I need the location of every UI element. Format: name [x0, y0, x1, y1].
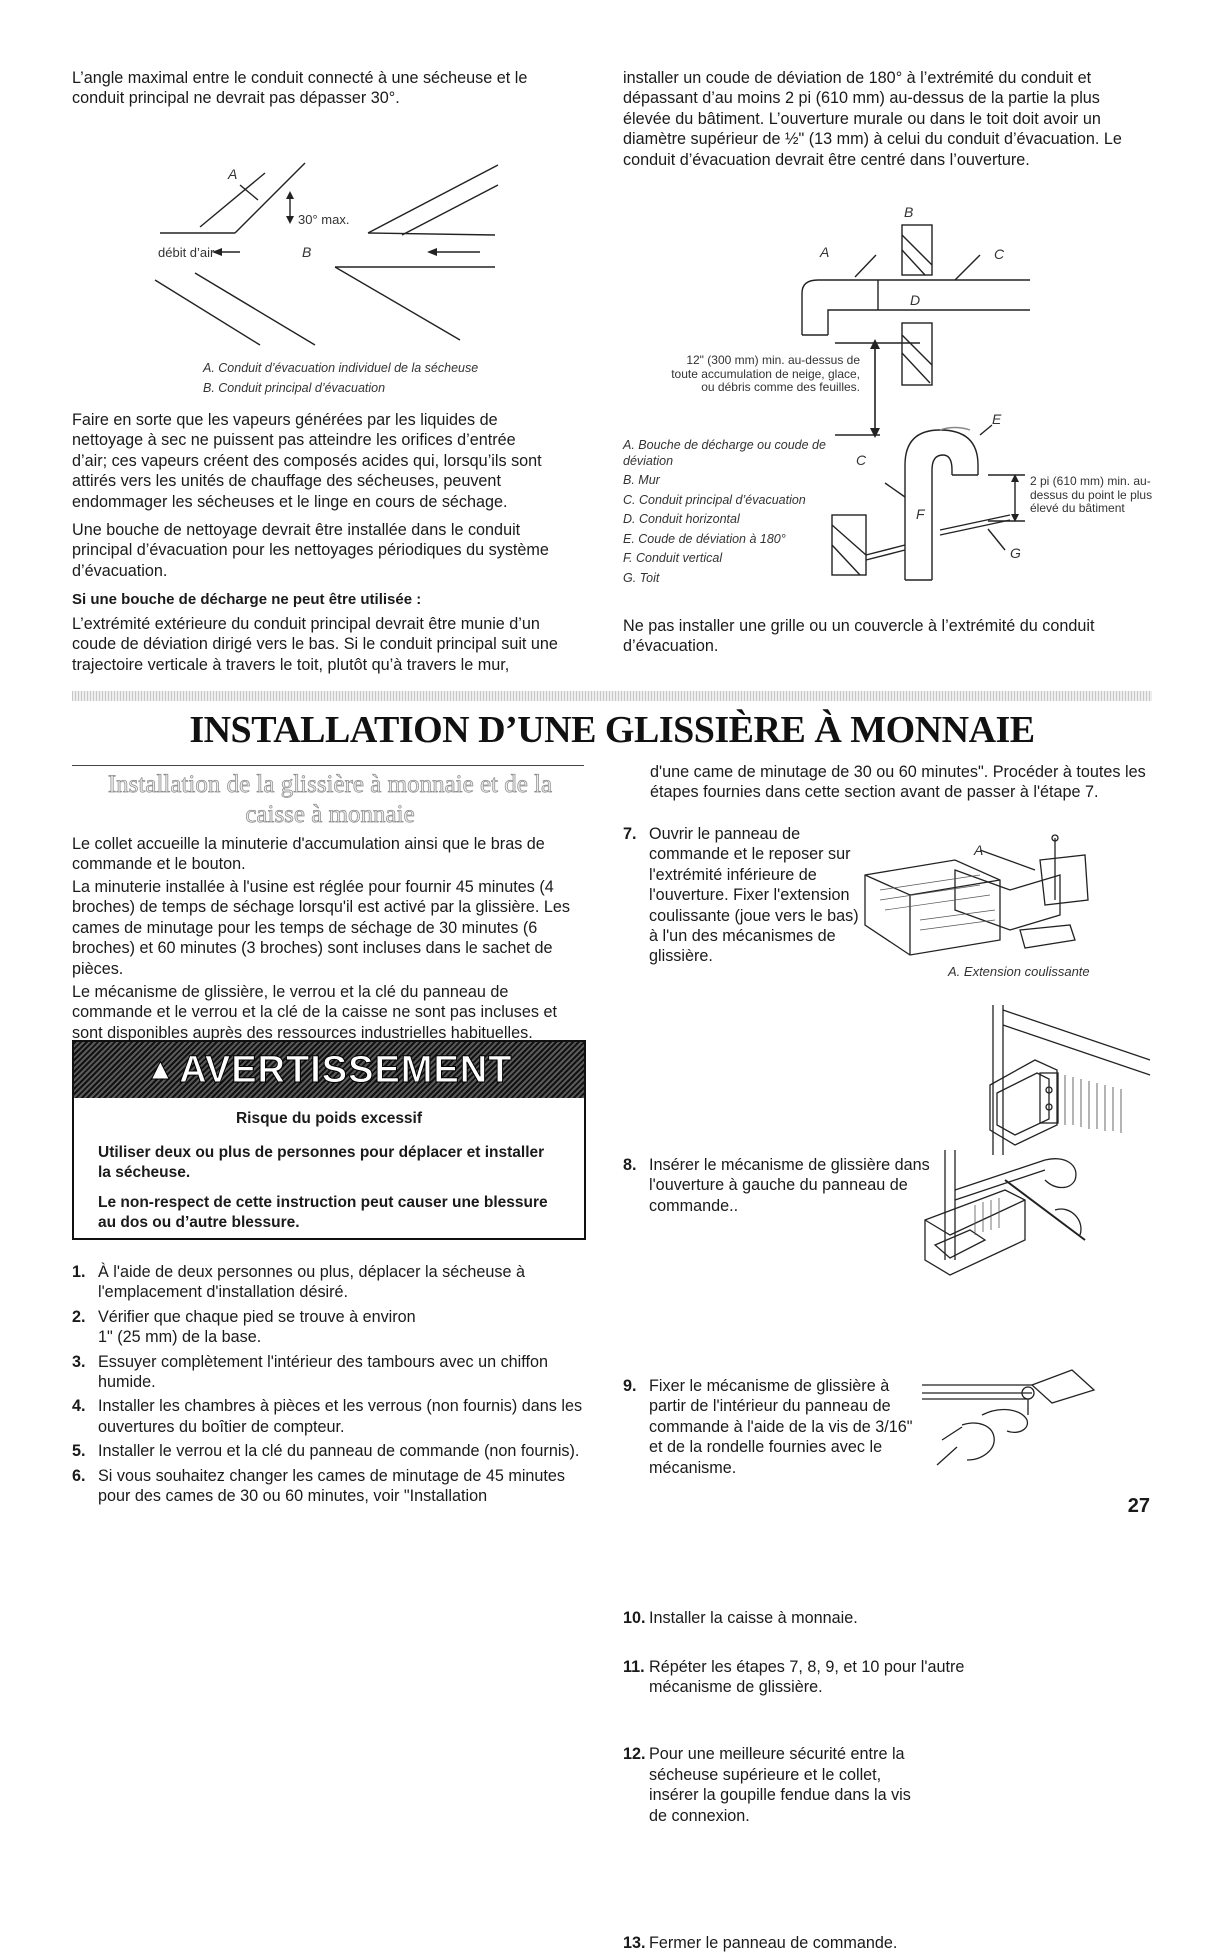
warning-banner	[74, 1042, 584, 1098]
fig2-label-e: E	[992, 411, 1002, 427]
step-number: 9.	[623, 1377, 637, 1396]
fig2-label-f: F	[916, 506, 925, 522]
no-vent-subheading: Si une bouche de décharge ne peut être utilisée :	[72, 591, 422, 608]
fig1-airflow-label: débit d’air	[158, 245, 215, 260]
step-number: 1.	[72, 1263, 86, 1281]
warning-title: AVERTISSEMENT	[179, 1048, 513, 1091]
fig2-label-d: D	[910, 292, 921, 308]
step-text: Fixer le mécanisme de glissière à partir de l'intérieur du panneau de commande à l'aide de la vis de 3/16" et de la rondelle fournies avec le mécanisme.	[649, 1377, 913, 1477]
fig1-caption-a: A. Conduit d’évacuation individuel de la sécheuse	[203, 361, 479, 375]
steps-list-left	[72, 1262, 587, 1510]
legend-item: D. Conduit horizontal	[623, 512, 740, 526]
fig1-label-a: A	[228, 166, 238, 182]
exterior-end-paragraph: L’extrémité extérieure du conduit principal devrait être munie d’un coude de déviation dirigé vers le bas. Si le conduit principal suit une trajectoire verticale à travers le toit, plutôt qu’à travers le mur,	[72, 615, 558, 674]
step-text: Essuyer complètement l'intérieur des tambours avec un chiffon humide.	[98, 1352, 548, 1392]
section-divider	[72, 691, 1152, 701]
list-item	[72, 1352, 587, 1393]
fig7-label-a: A	[974, 842, 984, 858]
deflector-paragraph: installer un coude de déviation de 180° à l’extrémité du conduit et dépassant d’au moins 2 pi (610 mm) au-dessus de la partie la plus élevée du bâtiment. L’ouverture murale ou dans le toit doit avoir un diamètre supérieur de ½" (13 mm) à celui du conduit d’évacuation. Le conduit d’évacuation devrait être centré dans l’ouverture.	[623, 69, 1122, 169]
fig1-angle-label: 30° max.	[298, 212, 350, 227]
warning-icon: ▲	[145, 1053, 176, 1086]
fig2-legend	[623, 438, 828, 590]
step-text: Vérifier que chaque pied se trouve à environ 1" (25 mm) de la base.	[98, 1307, 416, 1347]
step-number: 10.	[623, 1609, 646, 1628]
warning-line-2: Le non-respect de cette instruction peut causer une blessure au dos ou d’autre blessure.	[98, 1194, 548, 1231]
step-text: Pour une meilleure sécurité entre la sécheuse supérieure et le collet, insérer la goupille fendue dans la vis de connexion.	[649, 1745, 911, 1825]
warning-box	[72, 1040, 586, 1240]
page-number: 27	[1127, 1495, 1150, 1517]
collar-paragraph: Le collet accueille la minuterie d'accumulation ainsi que le bras de commande et le bouton.	[72, 835, 545, 874]
fig2-note-12in: 12" (300 mm) min. au-dessus de toute accumulation de neige, glace, ou débris comme des feuilles.	[671, 353, 860, 394]
step-number: 13.	[623, 1933, 646, 1952]
fig1-caption-b: B. Conduit principal d’évacuation	[203, 381, 386, 395]
step-number: 7.	[623, 825, 637, 843]
step-number: 6.	[72, 1466, 86, 1485]
fig2-label-c: C	[994, 246, 1005, 262]
cotter-pin-illustration	[922, 1365, 1102, 1475]
warning-risk: Risque du poids excessif	[235, 1110, 423, 1127]
step-number: 8.	[623, 1155, 637, 1174]
list-item	[72, 1307, 587, 1348]
step-text: Installer les chambres à pièces et les verrous (non fournis) dans les ouvertures du boîtier de compteur.	[98, 1397, 583, 1436]
step-number: 4.	[72, 1397, 86, 1416]
step-text: Installer la caisse à monnaie.	[649, 1609, 858, 1628]
slide-fasten-illustration	[895, 1150, 1095, 1300]
step-text: Répéter les étapes 7, 8, 9, et 10 pour l'autre mécanisme de glissière.	[649, 1657, 965, 1696]
legend-item: C. Conduit principal d’évacuation	[623, 492, 806, 507]
no-grille-paragraph: Ne pas installer une grille ou un couvercle à l’extrémité du conduit d’évacuation.	[623, 617, 1095, 656]
list-item	[72, 1441, 587, 1461]
timer-paragraph: La minuterie installée à l'usine est réglée pour fournir 45 minutes (4 broches) de temps de séchage lorsqu'il est activé par la glissière. Les cames de minutage pour les temps de séchage de 30 minutes (6 broches) et 60 minutes (3 broches) sont incluses dans le sachet de pièces.	[72, 878, 570, 978]
step-text: À l'aide de deux personnes ou plus, déplacer la sécheuse à l'emplacement d'installation désiré.	[98, 1263, 525, 1302]
vapor-paragraph: Faire en sorte que les vapeurs générées par les liquides de nettoyage à sec ne puissent pas atteindre les orifices d’entrée d’air; ces vapeurs créent des composés acides qui, lorsqu’ils sont attirés vers les unités de chauffage des sécheuses, peuvent endommager les sécheuses et le linge en cours de séchage.	[72, 411, 542, 511]
fig2-label-a: A	[820, 244, 830, 260]
legend-item: E. Coude de déviation à 180°	[623, 531, 786, 546]
step-10	[623, 1608, 979, 1628]
cleanout-paragraph: Une bouche de nettoyage devrait être installée dans le conduit principal d’évacuation pour les nettoyages périodiques du système d’évacuation.	[72, 521, 549, 580]
list-item	[72, 1466, 587, 1507]
step-12	[623, 1744, 929, 1826]
legend-item: F. Conduit vertical	[623, 551, 723, 565]
legend-item: A. Bouche de décharge ou coude de déviation	[623, 438, 826, 468]
step-text: Ouvrir le panneau de commande et le reposer sur l'extrémité inférieure de l'ouverture. Fixer l'extension coulissante (joue vers le bas) à l'un des mécanismes de glissière.	[649, 825, 859, 966]
fig2-label-b: B	[904, 204, 914, 220]
continued-paragraph: d'une came de minutage de 30 ou 60 minutes". Procéder à toutes les étapes fournies dans cette section avant de passer à l'étape 7.	[650, 763, 1146, 802]
intro-paragraph: L’angle maximal entre le conduit connecté à une sécheuse et le conduit principal ne devrait pas dépasser 30°.	[72, 69, 528, 108]
step-text: Insérer le mécanisme de glissière dans l'ouverture à gauche du panneau de commande..	[649, 1155, 930, 1215]
step-9	[623, 1376, 919, 1478]
step-number: 11.	[623, 1657, 645, 1676]
subsection-title: Installation de la glissière à monnaie et de la caisse à monnaie	[107, 771, 553, 828]
step-number: 5.	[72, 1442, 86, 1461]
warning-line-1: Utiliser deux ou plus de personnes pour déplacer et installer la sécheuse.	[98, 1144, 545, 1181]
list-item	[72, 1396, 587, 1437]
fig2-label-c2: C	[856, 452, 867, 468]
step-number: 3.	[72, 1352, 86, 1371]
legend-item: G. Toit	[623, 570, 660, 585]
step-7	[623, 824, 869, 967]
step-11	[623, 1657, 999, 1698]
legend-item: B. Mur	[623, 473, 660, 487]
step-text: Installer le verrou et la clé du panneau de commande (non fournis).	[98, 1442, 580, 1461]
step-number: 12.	[623, 1745, 646, 1764]
subsection-rule	[72, 765, 584, 766]
fig2-label-g: G	[1010, 545, 1021, 561]
step-13	[623, 1933, 909, 1953]
parts-paragraph: Le mécanisme de glissière, le verrou et la clé du panneau de commande et le verrou et la clé de la caisse ne sont pas incluses et sont disponibles auprès des ressources industrielles habituelles.	[72, 983, 557, 1042]
list-item	[72, 1262, 587, 1303]
fig7-caption: A. Extension coulissante	[948, 964, 1090, 979]
step-text: Fermer le panneau de commande.	[649, 1933, 898, 1952]
section-title: INSTALLATION D’UNE GLISSIÈRE À MONNAIE	[189, 709, 1035, 751]
fig2-note-2pi: 2 pi (610 mm) min. au-dessus du point le plus élevé du bâtiment	[1030, 474, 1153, 515]
step-number: 2.	[72, 1307, 86, 1326]
slide-insert-illustration	[985, 1005, 1155, 1160]
step-text: Si vous souhaitez changer les cames de minutage de 45 minutes pour des cames de 30 ou 60 minutes, voir "Installation	[98, 1466, 566, 1506]
fig1-label-b: B	[302, 244, 312, 260]
